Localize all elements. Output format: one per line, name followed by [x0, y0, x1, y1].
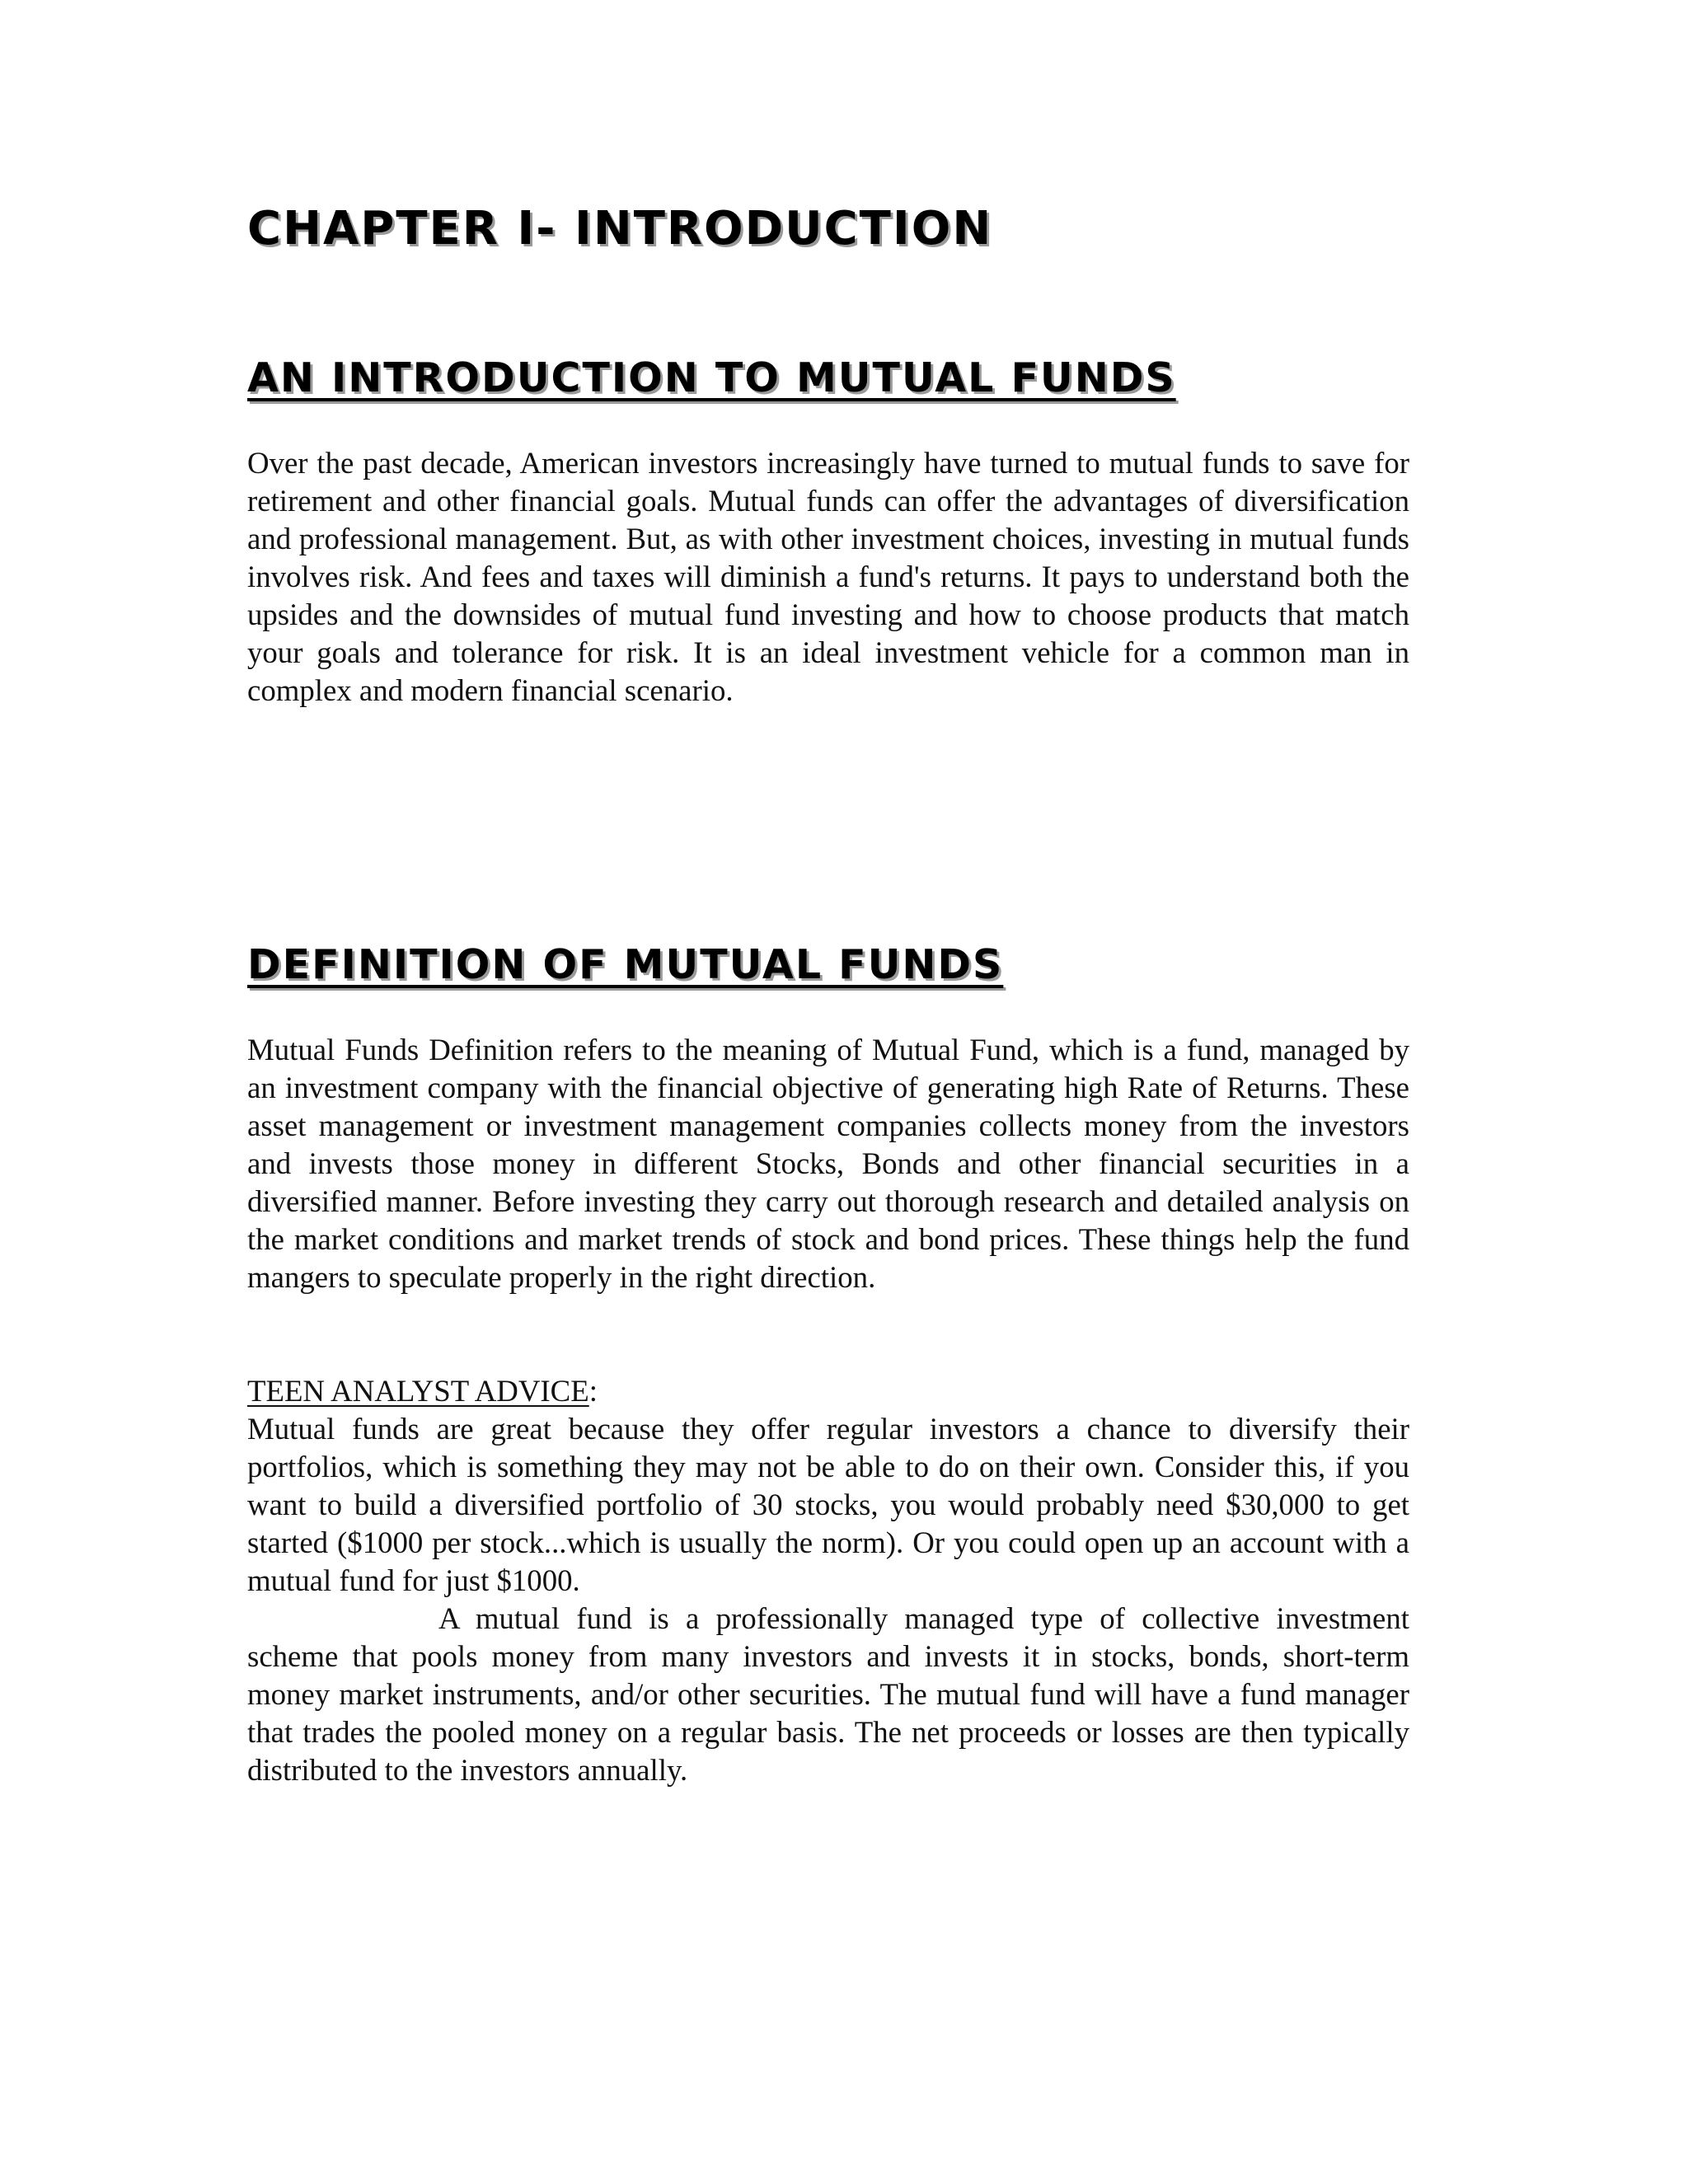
section-body-introduction: Over the past decade, American investors increasingly have turned to mutual funds to save for retirement and other financial goals. Mutual funds can offer the advantages of diversification and professional management. But, as with other investment choices, investing in mutual funds involves risk. And fees and taxes will diminish a fund's returns. It pays to understand both the upsides and the downsides of mutual fund investing and how to choose products that match your goals and tolerance for risk. It is an ideal investment vehicle for a common man in complex and modern financial scenario.: [247, 446, 1409, 707]
section-title-introduction: AN INTRODUCTION TO MUTUAL FUNDS: [247, 354, 1176, 401]
mutual-fund-definition-paragraph: A mutual fund is a professionally managed type of collective investment scheme that pools money from many investors and invests it in stocks, bonds, short-term money market instruments, and/or other securities. The mutual fund will have a fund manager that trades the pooled money on a regular basis. The net proceeds or losses are then typically distributed to the investors annually.: [247, 1601, 1409, 1787]
advice-label-line: [247, 1372, 1409, 1410]
section-body-definition: Mutual Funds Definition refers to the meaning of Mutual Fund, which is a fund, managed by an investment company with the financial objective of generating high Rate of Returns. These asset management or investment management companies collects money from the investors and invests those money in different Stocks, Bonds and other financial securities in a diversified manner. Before investing they carry out thorough research and detailed analysis on the market conditions and market trends of stock and bond prices. These things help the fund mangers to speculate properly in the right direction.: [247, 1033, 1409, 1294]
advice-label: TEEN ANALYST ADVICE: [247, 1374, 589, 1408]
advice-body: Mutual funds are great because they offer regular investors a chance to diversify their portfolios, which is something they may not be able to do on their own. Consider this, if you want to build a diversified portfolio of 30 stocks, you would probably need $30,000 to get started ($1000 per stock...which is usually the norm). Or you could open up an account with a mutual fund for just $1000.: [247, 1412, 1409, 1597]
chapter-title: CHAPTER I- INTRODUCTION: [247, 202, 993, 255]
advice-label-colon: :: [588, 1374, 598, 1408]
section-title-definition: DEFINITION OF MUTUAL FUNDS: [247, 941, 1004, 988]
